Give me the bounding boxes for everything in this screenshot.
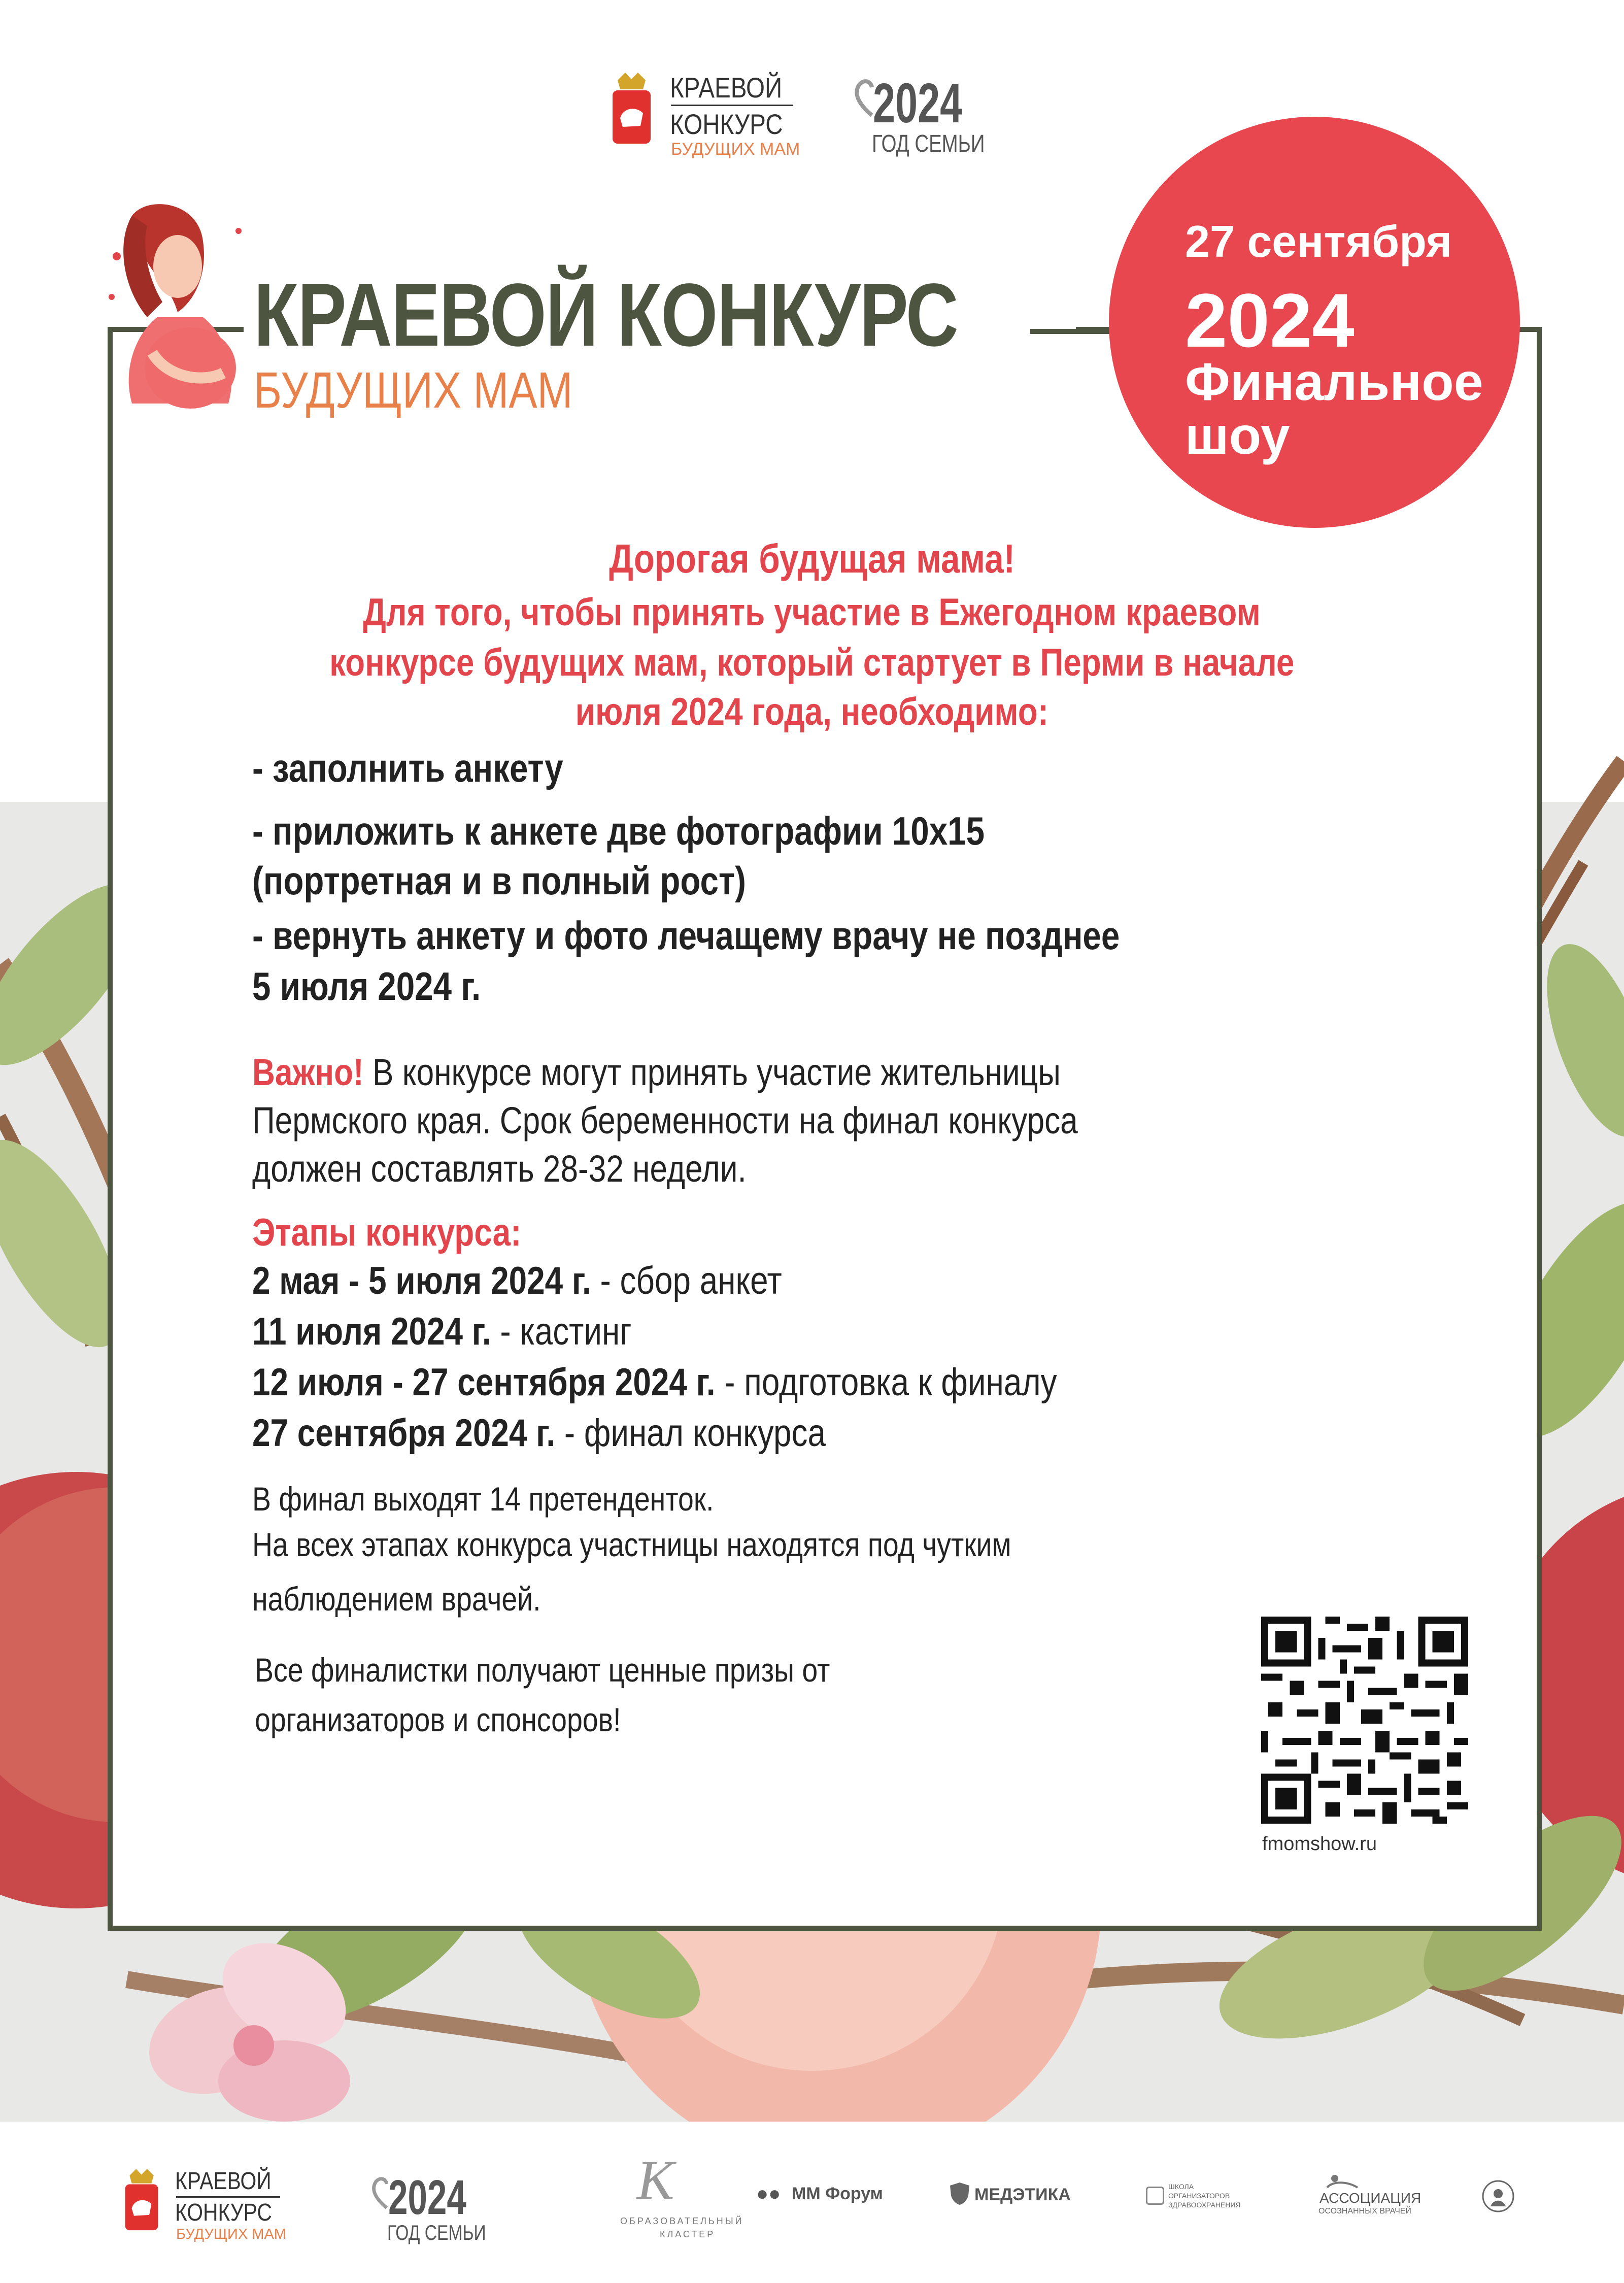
requirement-1: - заполнить анкету <box>252 746 563 790</box>
important-line-2: Пермского края. Срок беременности на финал конкурса <box>252 1099 1078 1142</box>
organization-seal-icon <box>1480 2178 1516 2214</box>
page-subtitle: БУДУЩИХ МАМ <box>254 362 573 419</box>
top-year: 2024 <box>873 72 963 135</box>
cluster-line1: ОБРАЗОВАТЕЛЬНЫЙ <box>620 2216 744 2226</box>
perm-coat-of-arms-icon <box>607 70 656 151</box>
stage-item: 2 мая - 5 июля 2024 г. - сбор анкет <box>252 1259 782 1302</box>
requirement-3-deadline: 5 июля 2024 г. <box>252 964 481 1009</box>
badge-date: 27 сентября <box>1185 216 1452 266</box>
finals-note-1: В финал выходят 14 претенденток. <box>252 1480 714 1518</box>
intro-line-2: конкурсе будущих мам, который стартует в Перми в начале <box>329 641 1295 684</box>
stage-item: 27 сентября 2024 г. - финал конкурса <box>252 1412 826 1455</box>
badge-year: 2024 <box>1185 278 1355 363</box>
association-line2: ОСОЗНАННЫХ ВРАЧЕЙ <box>1318 2207 1411 2215</box>
requirement-2: - приложить к анкете две фотографии 10х15 <box>252 809 985 853</box>
school-line3: ЗДРАВООХРАНЕНИЯ <box>1168 2201 1241 2209</box>
page-title: КРАЕВОЙ КОНКУРС <box>254 265 958 365</box>
top-logo-line1: КРАЕВОЙ <box>670 72 783 104</box>
qr-code-icon[interactable] <box>1261 1617 1468 1824</box>
mmforum-name: ММ Форум <box>792 2184 883 2203</box>
greeting: Дорогая будущая мама! <box>609 536 1015 581</box>
top-logo-line2: КОНКУРС <box>670 108 783 140</box>
school-line1: ШКОЛА <box>1168 2183 1194 2191</box>
perm-coat-of-arms-icon <box>121 2166 162 2237</box>
finals-note-2: На всех этапах конкурса участницы находятся под чутким <box>252 1526 1011 1563</box>
finals-note-3: наблюдением врачей. <box>252 1580 541 1618</box>
footer-logo-line2: КОНКУРС <box>175 2199 272 2226</box>
footer-logo-line3: БУДУЩИХ МАМ <box>176 2226 286 2242</box>
requirement-2-note: (портретная и в полный рост) <box>252 858 746 903</box>
top-year-caption: ГОД СЕМЬИ <box>872 130 985 157</box>
intro-line-3: июля 2024 года, необходимо: <box>575 690 1049 733</box>
mmforum-dots-icon: ●● <box>756 2183 781 2205</box>
footer-logo-divider <box>176 2196 280 2198</box>
stages-heading: Этапы конкурса: <box>252 1211 522 1254</box>
stage-item: 11 июля 2024 г. - кастинг <box>252 1310 632 1353</box>
important-line-3: должен составлять 28-32 недели. <box>252 1148 747 1190</box>
medetika-name: МЕДЭТИКА <box>974 2185 1071 2204</box>
shield-icon <box>949 2181 970 2206</box>
school-line2: ОРГАНИЗАТОРОВ <box>1168 2192 1230 2200</box>
footer-year-caption: ГОД СЕМЬИ <box>387 2221 486 2244</box>
prizes-note-2: организаторов и спонсоров! <box>255 1701 621 1738</box>
association-emblem-icon <box>1325 2173 1360 2189</box>
website-url[interactable]: fmomshow.ru <box>1262 1833 1377 1855</box>
intro-line-1: Для того, чтобы принять участие в Ежегодном краевом <box>363 591 1261 634</box>
prizes-note-1: Все финалистки получают ценные призы от <box>255 1651 830 1689</box>
school-emblem-icon <box>1146 2187 1164 2205</box>
stage-item: 12 июля - 27 сентября 2024 г. - подготовка к финалу <box>252 1361 1057 1404</box>
top-logo-line3: БУДУЩИХ МАМ <box>671 140 800 159</box>
top-logo-divider <box>671 105 793 106</box>
important-line-1: Важно! В конкурсе могут принять участие жительницы <box>252 1051 1061 1093</box>
footer-year: 2024 <box>388 2170 466 2225</box>
important-label: Важно! <box>252 1051 364 1093</box>
requirement-3: - вернуть анкету и фото лечащему врачу не позднее <box>252 913 1120 958</box>
cluster-monogram-icon: К <box>637 2149 674 2211</box>
pregnant-woman-illustration <box>101 200 254 414</box>
footer-logo-line1: КРАЕВОЙ <box>175 2168 272 2195</box>
cluster-line2: КЛАСТЕР <box>660 2229 716 2239</box>
association-line1: АССОЦИАЦИЯ <box>1319 2190 1422 2206</box>
badge-event: Финальное шоу <box>1185 353 1483 465</box>
